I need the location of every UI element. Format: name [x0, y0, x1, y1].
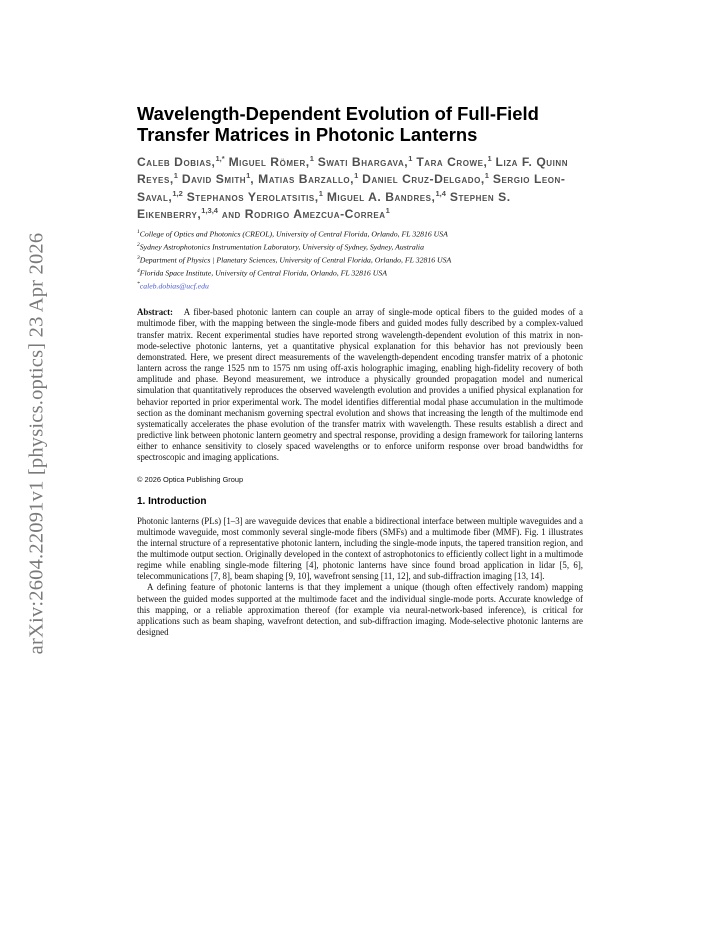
abstract-label: Abstract: — [137, 307, 173, 318]
section-heading-introduction: 1. Introduction — [137, 495, 207, 507]
abstract — [137, 307, 583, 463]
affiliations — [137, 227, 583, 292]
author-list — [137, 152, 583, 221]
affiliation: $^4$Florida Space Institute, University of Central Florida, Orlando, FL 32816 USA — [137, 268, 387, 278]
author: and Rodrigo Amezcua-Correa$^1$ — [221, 205, 390, 221]
author: Miguel Römer,$^1$ — [228, 154, 314, 170]
introduction-body — [137, 516, 583, 639]
author: Liza F. Quinn Reyes,$^1$ — [137, 155, 569, 187]
copyright-notice: © 2026 Optica Publishing Group — [137, 474, 244, 484]
author: Sergio Leon-Saval,$^{1,2}$ — [137, 172, 566, 204]
paragraph: A defining feature of photonic lanterns is that they implement a unique (though often effectively random) mapping between the guided modes supported at the multimode facet and the individual single-mode ports. Accurate knowledge of this mapping, or a reliable approximation thereof (for example via neural-network-based inference), is critical for applications such as beam shaping, wavefront detection, and sub-diffraction imaging. Mode-selective photonic lanterns are designed — [137, 582, 583, 638]
author: Swati Bhargava,$^1$ — [317, 154, 413, 170]
paragraph: Photonic lanterns (PLs) [1–3] are waveguide devices that enable a bidirectional interface between multiple waveguides and a multimode waveguide, most commonly several single-mode fibers (SMFs) and a multimode fiber (MMF). Fig. 1 illustrates the internal structure of a representative photonic lantern, including the single-mode inputs, the tapered transition region, and the multimode output section. Originally developed in the context of astrophotonics to efficiently collect light in a multimode regime while enabling single-mode filtering [4], photonic lanterns have since found broad application in lidar [5, 6], telecommunications [7, 8], beam shaping [9, 10], wavefront sensing [11, 12], and sub-diffraction imaging [13, 14]. — [137, 515, 583, 582]
paper-title: Wavelength-Dependent Evolution of Full-Field Transfer Matrices in Photonic Lanterns — [137, 103, 539, 145]
author: , Matias Barzallo,$^1$ — [250, 171, 359, 187]
author: Tara Crowe,$^1$ — [416, 154, 492, 170]
affiliation: $^1$College of Optics and Photonics (CREOL), University of Central Florida, Orlando, FL 32816 USA — [137, 228, 448, 239]
paper-page — [137, 104, 583, 638]
author: Miguel A. Bandres,$^{1,4}$ — [326, 188, 446, 204]
affiliation: $^3$Department of Physics | Planetary Sciences, University of Central Florida, Orlando, FL 32816 USA — [137, 255, 452, 265]
author: Stephanos Yerolatsitis,$^1$ — [186, 188, 323, 204]
author: David Smith$^1$ — [181, 171, 251, 187]
author: Daniel Cruz-Delgado,$^1$ — [362, 171, 489, 187]
email-link[interactable]: caleb.dobias@ucf.edu — [139, 281, 209, 291]
arxiv-identifier: arXiv:2604.22091v1 [physics.optics] 23 Apr 2026 — [25, 232, 48, 654]
affiliation: $^2$Sydney Astrophotonics Instrumentation Laboratory, University of Sydney, Sydney, Australia — [137, 242, 424, 252]
author: Stephen S. Eikenberry,$^{1,3,4}$ — [137, 189, 511, 221]
abstract-text: A fiber-based photonic lantern can couple an array of single-mode optical fibers to the guided modes of a multimode fiber, with the mapping between the single-mode fibers and guided modes fully described by a complex-valued transfer matrix. Recent experimental studies have reported strong wavelength-dependent evolution of this matrix in non-mode-selective photonic lanterns, yet a quantitative physical explanation for this behavior has not previously been demonstrated. Here, we present direct measurements of the wavelength-dependent encoding transfer matrix of a photonic lantern across the range 1525 nm to 1575 nm using off-axis holographic imaging, enabling high-fidelity recovery of both amplitude and phase. Beyond measurement, we introduce a physically grounded propagation model and numerical simulation that quantitatively reproduces the observed wavelength evolution and provides a unified physical explanation for behavior reported in prior experimental work. The model identifies differential modal phase accumulation in the multimode section as the dominant mechanism governing spectral evolution and shows that increasing the length of the multimode end systematically accelerates the phase evolution of the transfer matrix with wavelength. These results establish a direct and predictive link between photonic lantern geometry and spectral response, providing a design framework for tailoring lanterns either to enhance sensitivity to closely spaced wavelengths or to enforce uniform response over broad bandwidths for spectroscopic and imaging applications. — [137, 307, 583, 463]
arxiv-sidebar — [22, 228, 52, 658]
corresponding-email[interactable]: *caleb.dobias@ucf.edu — [137, 281, 209, 291]
author: Caleb Dobias,$^{1,*}$ — [137, 154, 225, 170]
